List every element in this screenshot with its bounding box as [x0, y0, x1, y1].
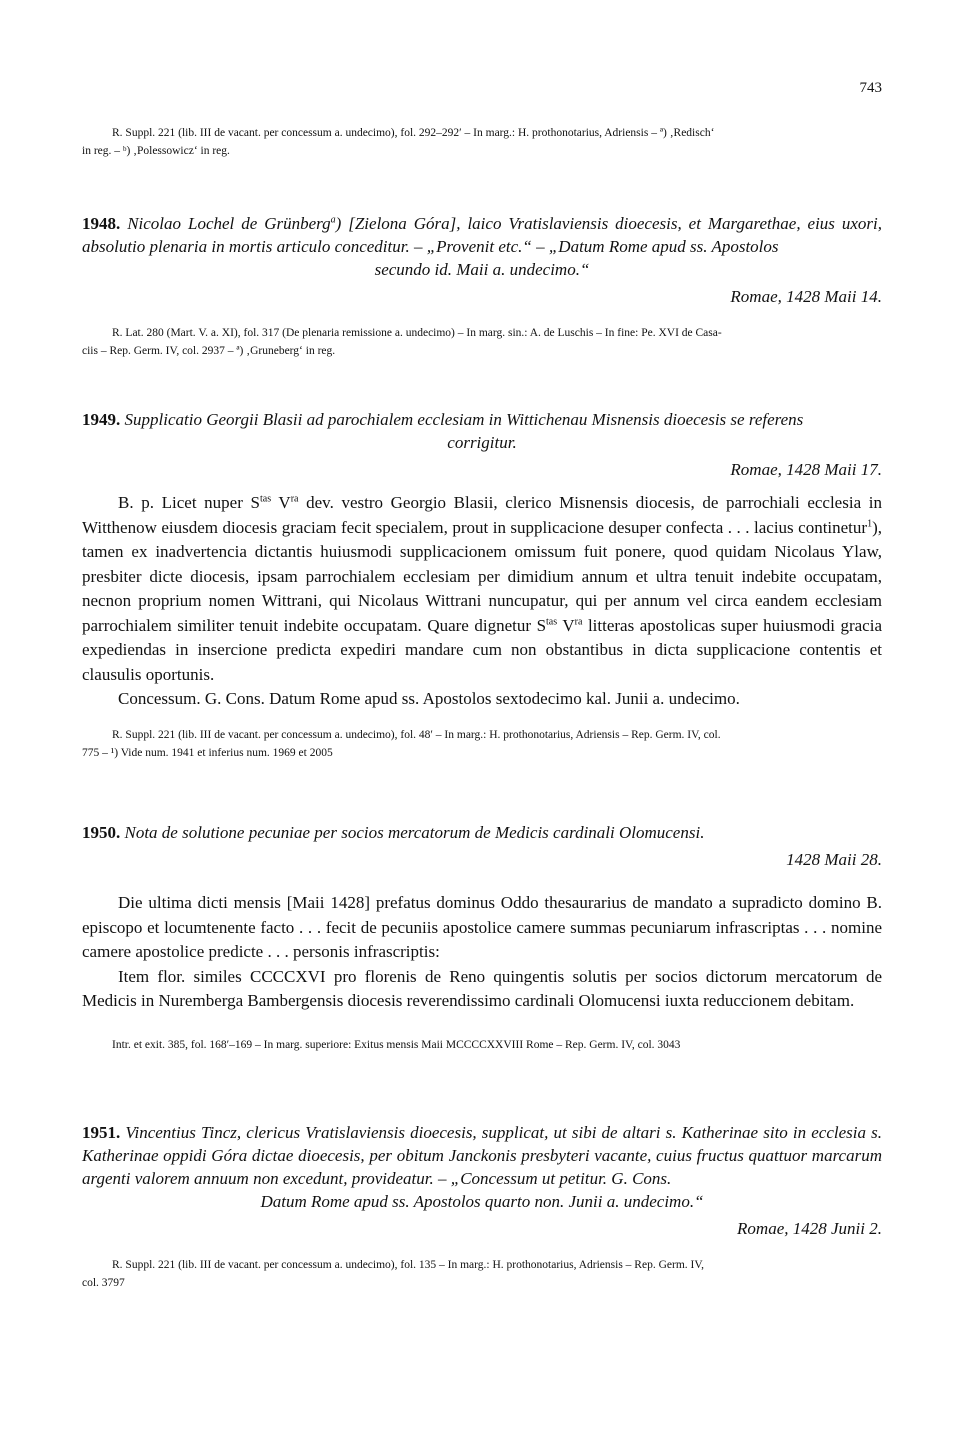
entry-1951: [82, 1121, 882, 1292]
body-paragraph: Die ultima dicti mensis [Maii 1428] prefatus dominus Oddo thesaurarius de mandato a supradicto domino B. episcopo et locumtenente facto . . . fecit de pecuniis apostolice camere summas pecuniarum infrascriptas . . . nomine camere apostolice predicte . . . personis infrascriptis:: [82, 893, 882, 961]
entry-title: Nota de solutione pecuniae per socios mercatorum de Medicis cardinali Olomucensi.: [124, 823, 705, 842]
entry-heading: [82, 408, 882, 431]
entry-number: 1951.: [82, 1123, 121, 1142]
entry-body: [82, 891, 882, 1014]
entry-title: Nicolao Lochel de Grünberg$^a$) [Zielona Góra], laico Vratislaviensis dioecesis, et Margarethae, eius uxori, absolutio plenaria in mortis articulo conceditur. – „Provenit etc.“ – „Datum Rome apud ss. Apostolos: [82, 214, 882, 256]
note-line: in reg. – ᵇ) ‚Polessowicz‘ in reg.: [82, 145, 230, 157]
entry-title: Supplicatio Georgii Blasii ad parochialem ecclesiam in Wittichenau Misnensis dioecesis se referens: [124, 410, 804, 429]
body-paragraph: B. p. Licet nuper $S^{tas}$ $V^{ra}$ dev. vestro Georgio Blasii, clerico Misnensis diocesis, de parrochiali ecclesia in Witthenow eiusdem diocesis graciam fecit specialem, prout in supplicacione desuper confecta . . . lacius continetur$^1$), tamen ex inadvertencia dictantis huiusmodi supplicacionem omissum fuit ponere, quod quidam Nicolaus Ylaw, presbiter dicte diocesis, ipsam parrochialem ecclesiam per dimidium annum et ultra tenuit indebite occupatam, necnon proprium nomen Wittrani, qui Nicolaus Wittrani nuncupatur, qui per annum vel circa eandem ecclesiam parrochialem similiter tenuit indebite occupatam. Quare dignetur $S^{tas}$ $V^{ra}$ litteras apostolicas super huiusmodi gracia expediendas in insercione predicta expediri mandare cum non obstantibus in dicta supplicacione contentis et clausulis oportunis.: [82, 493, 882, 684]
entry-heading: [82, 212, 882, 258]
entry-date: Romae, 1428 Junii 2.: [737, 1219, 882, 1238]
entry-1949: [82, 408, 882, 762]
footnote-top: [82, 124, 882, 160]
entry-body: [82, 491, 882, 712]
note-line: R. Suppl. 221 (lib. III de vacant. per concessum a. undecimo), fol. 292–292′ – In marg.: H. prothonotarius, Adriensis – ª) ‚Redisch‘: [112, 127, 715, 139]
entry-date: Romae, 1428 Maii 17.: [730, 460, 882, 479]
entry-heading: [82, 821, 882, 844]
entry-title-end: secundo id. Maii a. undecimo.“: [374, 260, 590, 279]
body-paragraph: Concessum. G. Cons. Datum Rome apud ss. Apostolos sextodecimo kal. Junii a. undecimo.: [118, 689, 740, 708]
entry-number: 1949.: [82, 410, 121, 429]
entry-date: Romae, 1428 Maii 14.: [730, 287, 882, 306]
note-line: 775 – ¹) Vide num. 1941 et inferius num. 1969 et 2005: [82, 746, 333, 759]
entry-date: 1428 Maii 28.: [786, 850, 882, 869]
entry-title: Vincentius Tincz, clericus Vratislaviensis dioecesis, supplicat, ut sibi de altari s. Katherinae sito in ecclesia s. Katherinae oppidi Góra dictae dioecesis, per obitum Janckonis presbyteri vacante, cuius fructus quattuor marcarum argenti valorem annuum non excedunt, provideatur. – „Concessum ut petitur. G. Cons.: [82, 1123, 882, 1188]
note-line: col. 3797: [82, 1277, 125, 1289]
entry-note: [82, 324, 882, 360]
entry-number: 1950.: [82, 823, 121, 842]
entry-1948: [82, 212, 882, 360]
entry-heading: [82, 1121, 882, 1190]
note-line: ciis – Rep. Germ. IV, col. 2937 – ª) ‚Gruneberg‘ in reg.: [82, 345, 336, 357]
entry-note: Intr. et exit. 385, fol. 168′–169 – In marg. superiore: Exitus mensis Maii MCCCCXXVIII Rome – Rep. Germ. IV, col. 3043: [112, 1038, 681, 1051]
page-number: 743: [859, 80, 882, 96]
note-line: R. Lat. 280 (Mart. V. a. XI), fol. 317 (De plenaria remissione a. undecimo) – In marg. sin.: A. de Luschis – In fine: Pe. XVI de Casa-: [112, 327, 722, 339]
entry-number: 1948.: [82, 214, 121, 233]
note-line: R. Suppl. 221 (lib. III de vacant. per concessum a. undecimo), fol. 48′ – In marg.: H. prothonotarius, Adriensis – Rep. Germ. IV, col.: [112, 728, 721, 741]
entry-title-end: Datum Rome apud ss. Apostolos quarto non. Junii a. undecimo.“: [260, 1192, 704, 1211]
body-paragraph: Item flor. similes CCCCXVI pro florenis de Reno quingentis solutis per socios dictorum mercatorum de Medicis in Nuremberga Bambergensis diocesis reverendissimo cardinali Olomucensi iuxta reduccionem debitam.: [82, 966, 882, 1010]
entry-note: [82, 726, 882, 762]
entry-1950: [82, 821, 882, 1054]
note-line: R. Suppl. 221 (lib. III de vacant. per concessum a. undecimo), fol. 135 – In marg.: H. prothonotarius, Adriensis – Rep. Germ. IV,: [112, 1259, 705, 1271]
entry-title-end: corrigitur.: [447, 433, 517, 452]
entry-note: [82, 1256, 882, 1292]
